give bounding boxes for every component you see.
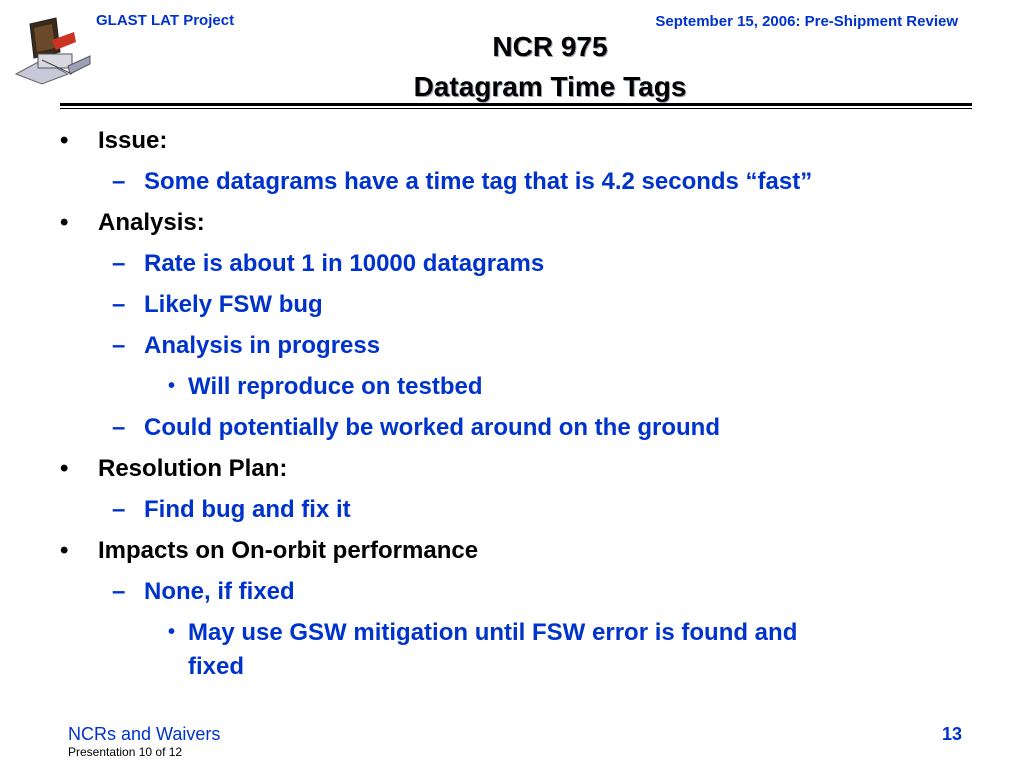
bullet-level-1-text: Resolution Plan: [98, 455, 288, 482]
slide-title-line-1: NCR 975 [492, 31, 608, 62]
bullet-level-2-text: Could potentially be worked around on the ground [144, 414, 720, 441]
bullet-level-2-mark: – [112, 578, 126, 605]
bullet-level-2-mark: – [112, 168, 126, 195]
bullet-level-1-mark: • [60, 455, 69, 482]
bullet-level-3-mark: • [168, 621, 176, 643]
page-number: 13 [941, 724, 962, 744]
bullet-level-2-text: Find bug and fix it [144, 496, 351, 523]
bullet-level-2-text: Some datagrams have a time tag that is 4.2 seconds “fast” [144, 168, 813, 195]
bullet-level-2-text: Analysis in progress [144, 332, 381, 359]
bullet-level-3-text: May use GSW mitigation until FSW error is found and [188, 619, 798, 646]
bullet-level-3-text: Will reproduce on testbed [188, 373, 483, 400]
bullet-level-2-mark: – [112, 291, 126, 318]
review-date: September 15, 2006: Pre-Shipment Review [655, 13, 958, 30]
footer-presentation: Presentation 10 of 12 [68, 745, 183, 759]
bullet-level-1-text: Issue: [98, 127, 168, 154]
bullet-level-2-mark: – [112, 414, 126, 441]
bullet-level-3-mark: • [168, 375, 176, 397]
project-name: GLAST LAT Project [96, 12, 235, 29]
bullet-level-1-mark: • [60, 127, 69, 154]
bullet-level-1-mark: • [60, 209, 69, 236]
bullet-level-1-text: Analysis: [98, 209, 205, 236]
bullet-level-2-mark: – [112, 332, 126, 359]
bullet-level-3-text: fixed [188, 653, 245, 680]
bullet-level-2-text: None, if fixed [144, 578, 295, 605]
bullet-level-2-text: Rate is about 1 in 10000 datagrams [144, 250, 545, 277]
title-divider-thin [60, 108, 972, 109]
bullet-level-1-mark: • [60, 537, 69, 564]
bullet-level-2-mark: – [112, 496, 126, 523]
bullet-level-2-mark: – [112, 250, 126, 277]
bullet-level-2-text: Likely FSW bug [144, 291, 323, 318]
footer-section: NCRs and Waivers [68, 724, 221, 744]
slide-title-line-2: Datagram Time Tags [413, 71, 687, 102]
title-divider-thick [60, 103, 972, 106]
bullet-level-1-text: Impacts on On-orbit performance [98, 537, 479, 564]
